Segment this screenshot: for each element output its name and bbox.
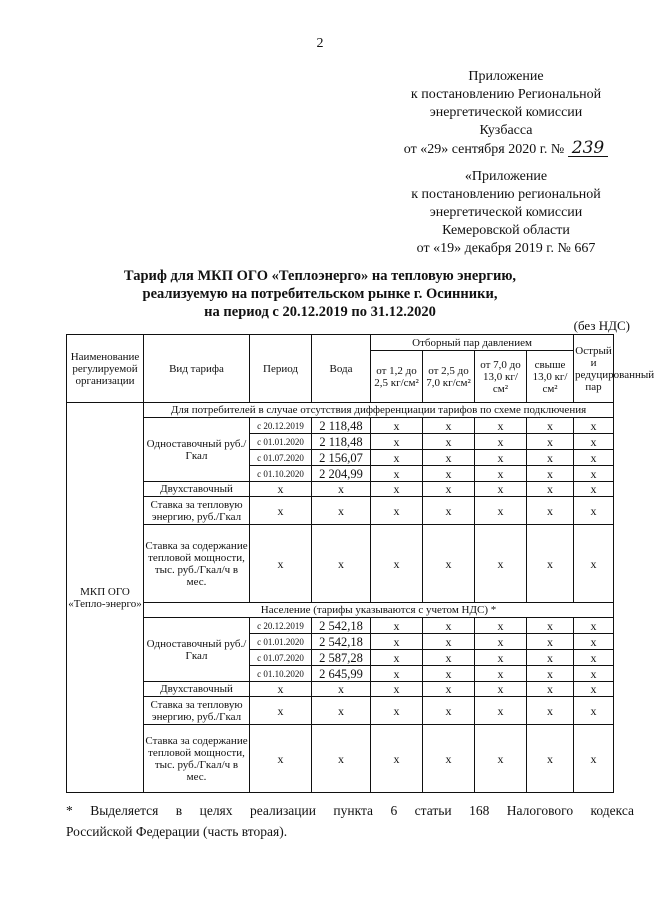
x-cell: x [312,482,371,497]
x-cell: x [527,697,574,725]
water-value: 2 542,18 [312,634,371,650]
footnote [66,800,634,842]
capacity-rate-label: Ставка за содержание тепловой мощности, тыс. руб./Гкал/ч в мес. [144,725,250,793]
x-cell: x [475,434,527,450]
x-cell: x [371,434,423,450]
water-value: 2 542,18 [312,618,371,634]
x-cell: x [250,497,312,525]
appendix-original-line: Кемеровской области [442,223,570,238]
x-cell: x [371,525,423,603]
x-cell: x [371,618,423,634]
x-cell: x [475,618,527,634]
x-cell: x [475,725,527,793]
x-cell: x [527,725,574,793]
x-cell: x [423,682,475,697]
header-steam-2: от 2,5 до 7,0 кг/см² [423,351,475,403]
period-cell: с 01.01.2020 [250,634,312,650]
appendix-current-line: Кузбасса [479,123,533,138]
x-cell: x [574,725,614,793]
x-cell: x [475,418,527,434]
x-cell: x [423,434,475,450]
x-cell: x [527,634,574,650]
two-rate-label: Двухставочный [144,482,250,497]
header-steam-1: от 1,2 до 2,5 кг/см² [371,351,423,403]
water-value: 2 118,48 [312,434,371,450]
x-cell: x [312,725,371,793]
appendix-original [386,168,626,258]
x-cell: x [527,650,574,666]
one-rate-label: Одноставочный руб./Гкал [144,418,250,482]
x-cell: x [423,418,475,434]
page-number: 2 [316,36,324,51]
x-cell: x [475,466,527,482]
x-cell: x [371,650,423,666]
x-cell: x [423,618,475,634]
header-water: Вода [312,335,371,403]
x-cell: x [475,634,527,650]
x-cell: x [574,482,614,497]
x-cell: x [574,650,614,666]
x-cell: x [423,482,475,497]
x-cell: x [527,450,574,466]
x-cell: x [250,525,312,603]
appendix-original-line: к постановлению региональной [411,187,601,202]
appendix-original-line: от «19» декабря 2019 г. № 667 [416,241,596,256]
x-cell: x [574,434,614,450]
two-rate-label: Двухставочный [144,682,250,697]
x-cell: x [527,525,574,603]
water-value: 2 587,28 [312,650,371,666]
x-cell: x [475,482,527,497]
header-org: Наименование регулируемой организации [67,335,144,403]
x-cell: x [250,482,312,497]
title-line: Тариф для МКП ОГО «Теплоэнерго» на тепловую энергию, [123,268,517,284]
water-value: 2 156,07 [312,450,371,466]
tariff-table [66,334,654,793]
one-rate-label: Одноставочный руб./Гкал [144,618,250,682]
x-cell: x [371,466,423,482]
x-cell: x [312,525,371,603]
heat-rate-label: Ставка за тепловую энергию, руб./Гкал [144,497,250,525]
x-cell: x [527,466,574,482]
x-cell: x [574,525,614,603]
header-steam-3: от 7,0 до 13,0 кг/см² [475,351,527,403]
period-cell: с 20.12.2019 [250,618,312,634]
x-cell: x [574,450,614,466]
x-cell: x [475,650,527,666]
x-cell: x [312,682,371,697]
appendix-current-line: Приложение [468,69,544,84]
header-steam-4: свыше 13,0 кг/см² [527,351,574,403]
x-cell: x [423,450,475,466]
period-cell: с 01.07.2020 [250,450,312,466]
x-cell: x [527,618,574,634]
x-cell: x [475,666,527,682]
x-cell: x [475,525,527,603]
x-cell: x [371,682,423,697]
x-cell: x [371,697,423,725]
x-cell: x [423,525,475,603]
appendix-current-date: от «29» сентября 2020 г. № [403,142,565,157]
x-cell: x [527,497,574,525]
x-cell: x [423,725,475,793]
period-cell: с 20.12.2019 [250,418,312,434]
appendix-current-line: к постановлению Региональной [410,87,602,102]
section-title: Население (тарифы указываются с учетом НДС) * [144,603,614,618]
vat-note: (без НДС) [573,318,630,333]
x-cell: x [423,650,475,666]
period-cell: с 01.07.2020 [250,650,312,666]
x-cell: x [312,497,371,525]
x-cell: x [527,418,574,434]
header-sharp-steam: Острый и редуцированный пар [574,335,614,403]
x-cell: x [574,618,614,634]
title-line: на период с 20.12.2019 по 31.12.2020 [204,304,436,320]
appendix-current-date-line [386,140,626,159]
period-cell: с 01.10.2020 [250,666,312,682]
appendix-original-line: энергетической комиссии [429,205,583,220]
x-cell: x [371,450,423,466]
x-cell: x [574,497,614,525]
header-type: Вид тарифа [144,335,250,403]
x-cell: x [574,634,614,650]
x-cell: x [371,725,423,793]
x-cell: x [423,497,475,525]
x-cell: x [371,482,423,497]
appendix-current [386,68,626,159]
x-cell: x [574,466,614,482]
footnote-line: * Выделяется в целях реализации пункта 6 статьи 168 Налогового кодекса [66,803,634,818]
header-period: Период [250,335,312,403]
appendix-original-line: «Приложение [464,169,548,184]
title-line: реализуемую на потребительском рынке г. Осинники, [142,286,498,302]
x-cell: x [312,697,371,725]
x-cell: x [527,434,574,450]
x-cell: x [423,697,475,725]
x-cell: x [371,418,423,434]
x-cell: x [423,466,475,482]
heat-rate-label: Ставка за тепловую энергию, руб./Гкал [144,697,250,725]
x-cell: x [574,682,614,697]
x-cell: x [527,682,574,697]
x-cell: x [371,634,423,650]
capacity-rate-label: Ставка за содержание тепловой мощности, тыс. руб./Гкал/ч в мес. [144,525,250,603]
x-cell: x [250,682,312,697]
x-cell: x [371,497,423,525]
document-title [30,267,610,321]
x-cell: x [527,666,574,682]
footnote-line: Российской Федерации (часть вторая). [66,824,288,839]
x-cell: x [527,482,574,497]
x-cell: x [574,418,614,434]
handwritten-resolution-number: 239 [568,140,608,157]
x-cell: x [475,697,527,725]
x-cell: x [423,634,475,650]
x-cell: x [574,697,614,725]
x-cell: x [574,666,614,682]
water-value: 2 204,99 [312,466,371,482]
x-cell: x [475,450,527,466]
header-steam-group: Отборный пар давлением [371,335,574,351]
water-value: 2 645,99 [312,666,371,682]
x-cell: x [475,497,527,525]
x-cell: x [250,697,312,725]
water-value: 2 118,48 [312,418,371,434]
x-cell: x [250,725,312,793]
period-cell: с 01.10.2020 [250,466,312,482]
x-cell: x [475,682,527,697]
appendix-current-line: энергетической комиссии [429,105,583,120]
x-cell: x [371,666,423,682]
period-cell: с 01.01.2020 [250,434,312,450]
section-title: Для потребителей в случае отсутствия дифференциации тарифов по схеме подключения [144,403,614,418]
x-cell: x [423,666,475,682]
org-name-cell: МКП ОГО «Тепло-энерго» [67,403,144,793]
